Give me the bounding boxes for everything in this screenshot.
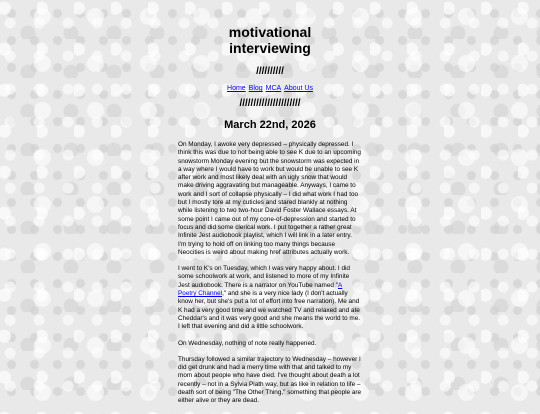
post-body <box>178 141 362 406</box>
site-title-line2: interviewing <box>229 40 311 56</box>
post-paragraph-4: Thursday followed a similar trajectory to Wednesday – however I did get drunk and had a merry time with that and talked to my mom about people who have died. I've thought about death a lot recently – not in a Sylvia Plath way, but as like in relation to life – death sort of being "The Other Thing," something that people are either alive or they are dead. <box>178 355 362 405</box>
post-paragraph-2-before: I went to K's on Tuesday, which I was very happy about. I did some schoolwork at work, and listened to more of my Infinite Jest audiobook. There is a narrator on YouTube named " <box>178 265 350 289</box>
nav-link-about-us[interactable]: About Us <box>284 85 313 92</box>
site-title <box>178 24 362 56</box>
main-nav <box>178 85 362 92</box>
post-date: March 22nd, 2026 <box>224 119 316 131</box>
slash-divider-bottom: ////////////////////// <box>239 98 301 109</box>
post-paragraph-2 <box>178 265 362 331</box>
slash-divider-top: ////////// <box>256 66 284 77</box>
page-content <box>178 20 362 414</box>
nav-link-blog[interactable]: Blog <box>248 85 263 92</box>
site-title-line1: motivational <box>228 24 312 40</box>
poetry-channel-link[interactable]: A Poetry Channel <box>178 281 343 298</box>
nav-link-home[interactable]: Home <box>227 85 246 92</box>
post-paragraph-2-after: ," and she is a very nice lady (I don't actually know her, but she's put a lot of effort into free narration). Me and K had a very good time and we watched TV and relaxed and ate Cheddar's and it was very good and she means the world to me. I left that evening and did a little schoolwork. <box>178 290 361 331</box>
post-paragraph-3: On Wednesday, nothing of note really happened. <box>178 339 317 347</box>
post-paragraph-1: On Monday, I awoke very depressed – physically depressed. I think this was due to not being able to see K due to an upcoming snowstorm Monday evening but the snowstorm was expected in a way where I would have to work but would be unable to see K after work and most likely deal with an ugly snow that would make driving aggravating but manageable. Anyways, I came to work and I sort of collapse physically – I did what work I had too but I mostly tore at my cuticles and stared blankly at nothing while listening to two two-hour David Foster Wallace essays. At some point I came out of my cone-of-depression and started to focus and did some clerical work. I put together a rather great Infinite Jest audiobook playlist, which I will link in a later entry. I'm trying to hold off on linking too many things because Neocities is weird about making href attributes actually work. <box>178 141 361 256</box>
nav-link-mca[interactable]: MCA <box>265 85 282 92</box>
